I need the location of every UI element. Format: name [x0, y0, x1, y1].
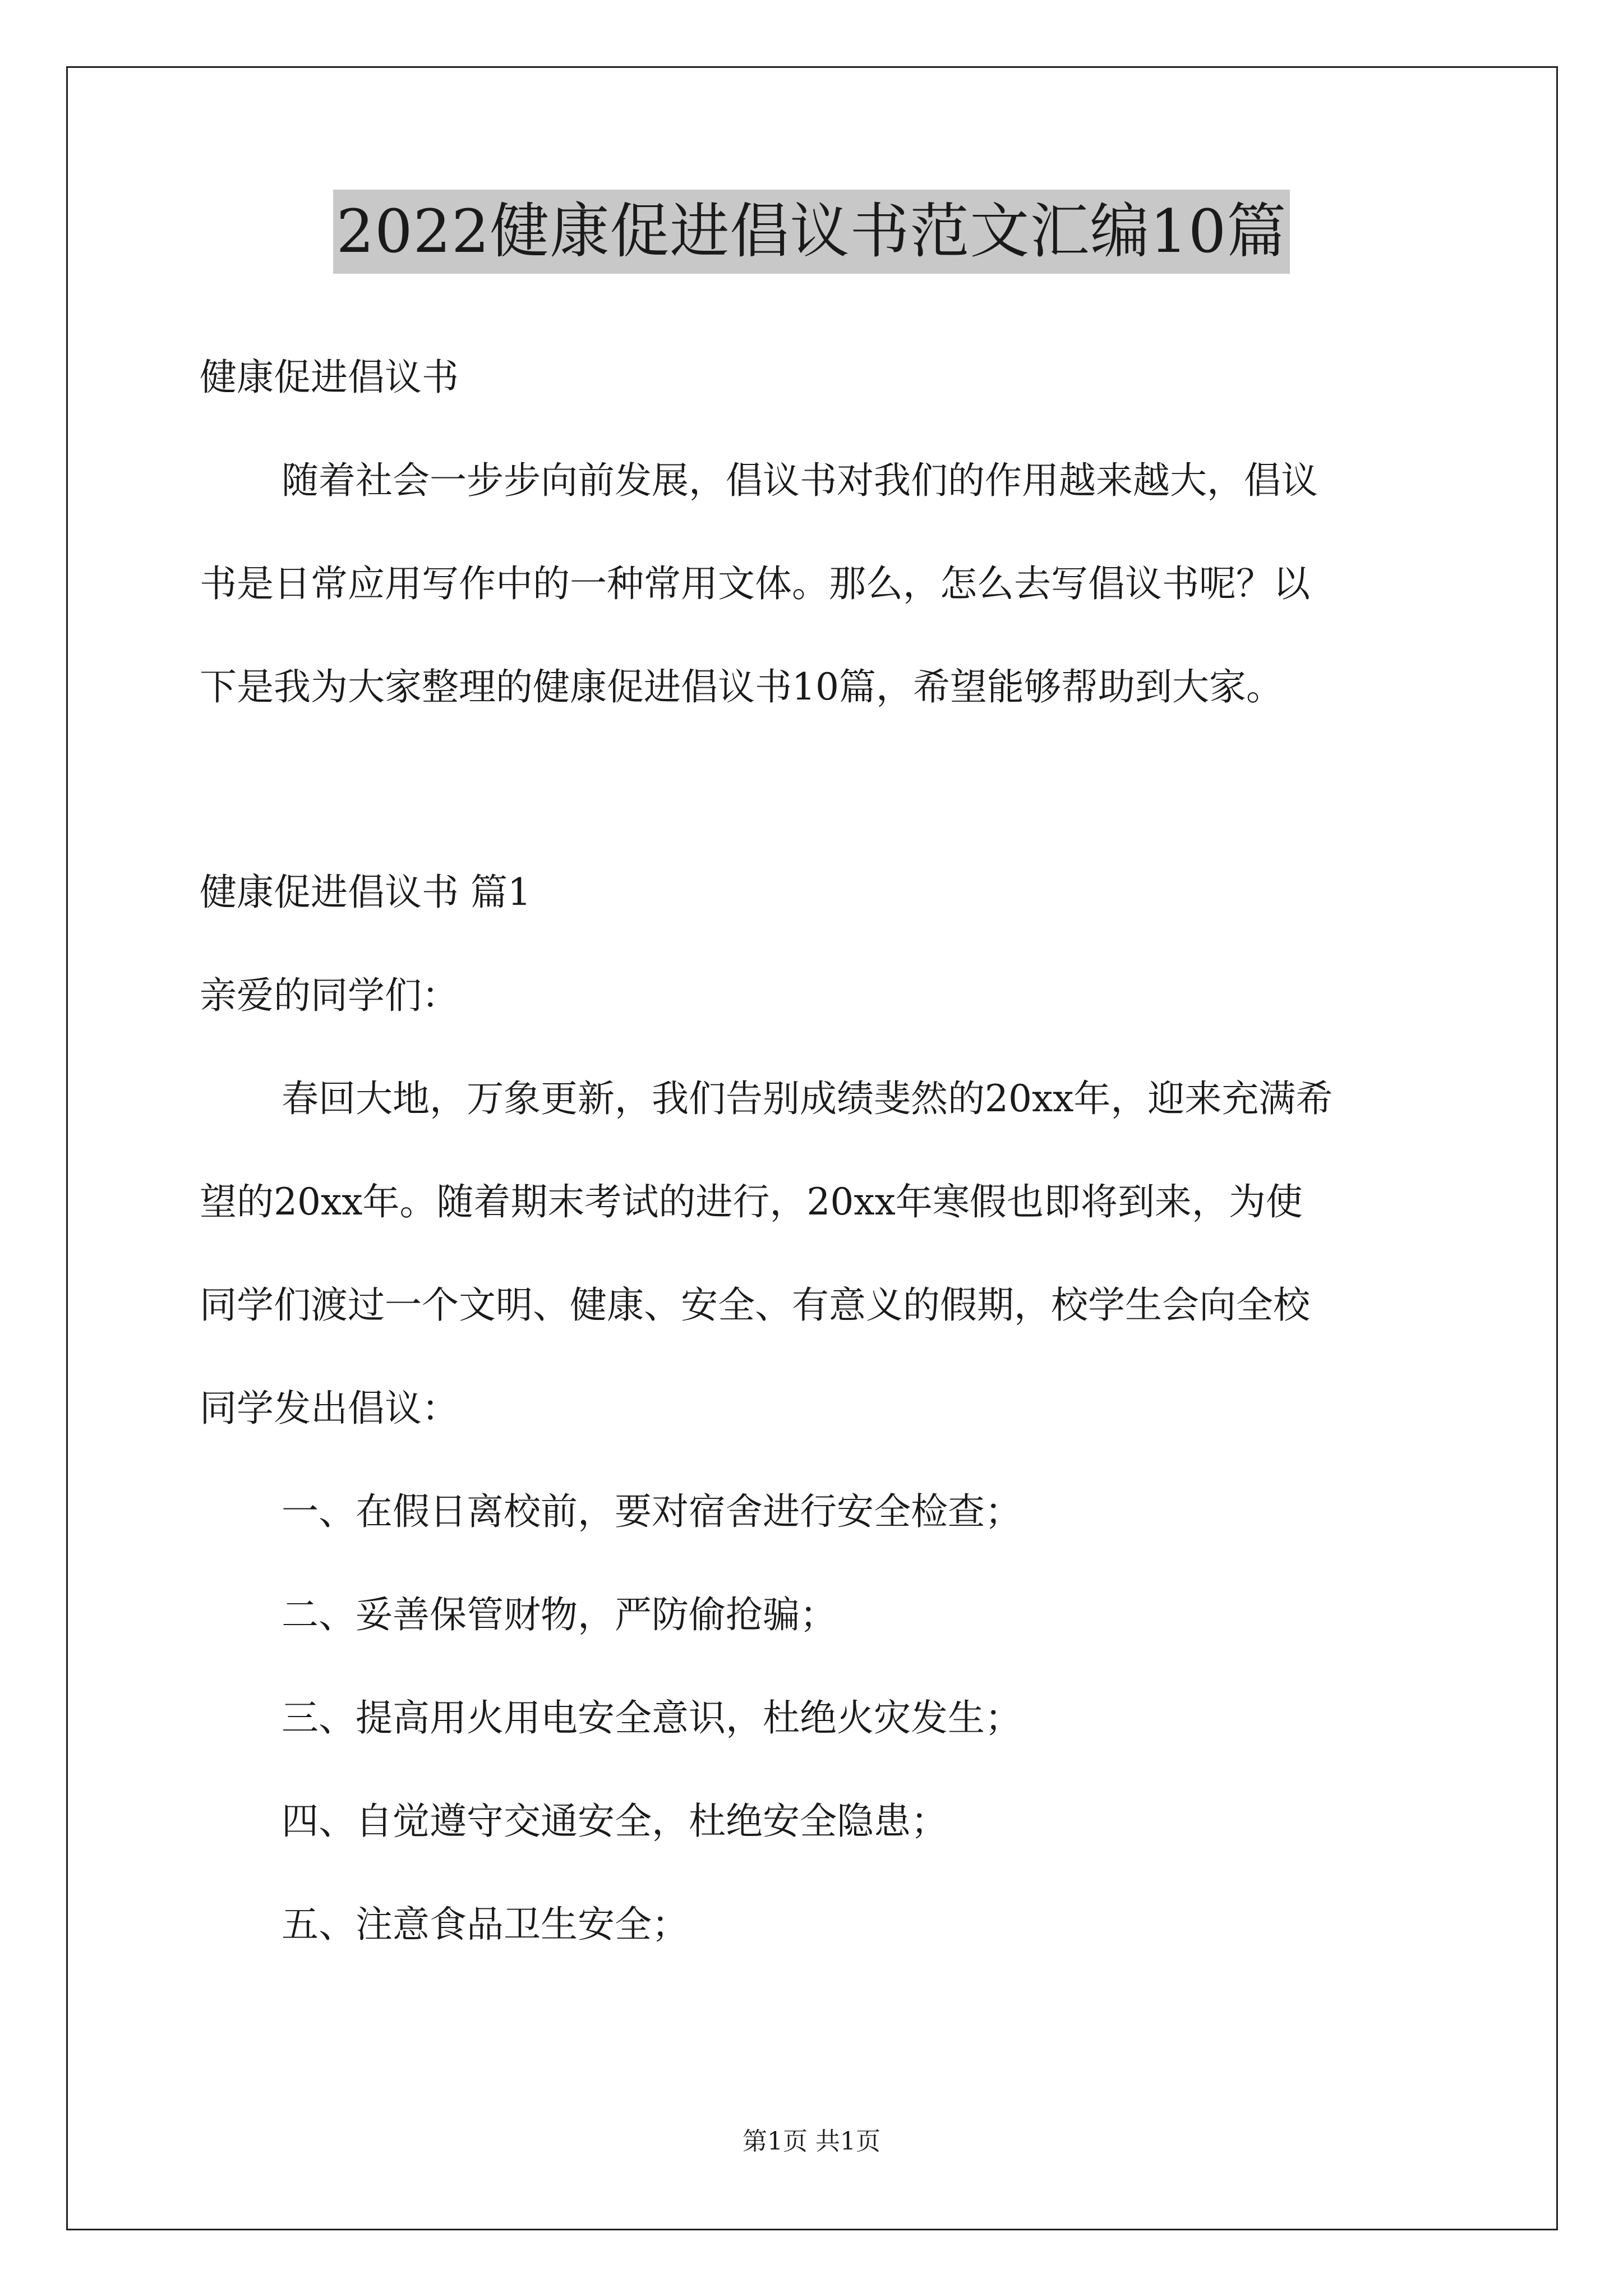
- list-item: 五、注意食品卫生安全；: [282, 1903, 689, 1946]
- list-item: 一、在假日离校前，要对宿舍进行安全检查；: [282, 1490, 1022, 1533]
- document-title: 2022健康促进倡议书范文汇编10篇: [333, 190, 1290, 274]
- list-item: 四、自觉遵守交通安全，杜绝安全隐患；: [282, 1800, 948, 1843]
- intro-line-1: 随着社会一步步向前发展，倡议书对我们的作用越来越大，倡议: [282, 459, 1318, 502]
- title-wrap: [0, 190, 1623, 274]
- salutation: 亲爱的同学们：: [200, 974, 459, 1017]
- intro-line-3: 下是我为大家整理的健康促进倡议书10篇，希望能够帮助到大家。: [200, 665, 1283, 708]
- intro-heading: 健康促进倡议书: [200, 356, 459, 399]
- section1-heading: 健康促进倡议书 篇1: [200, 871, 531, 914]
- list-item: 三、提高用火用电安全意识，杜绝火灾发生；: [282, 1696, 1022, 1740]
- section1-para-line-3: 同学们渡过一个文明、健康、安全、有意义的假期，校学生会向全校: [200, 1283, 1310, 1327]
- intro-line-2: 书是日常应用写作中的一种常用文体。那么，怎么去写倡议书呢？以: [200, 562, 1310, 605]
- section1-para-line-1: 春回大地，万象更新，我们告别成绩斐然的20xx年，迎来充满希: [282, 1077, 1333, 1120]
- list-item: 二、妥善保管财物，严防偷抢骗；: [282, 1593, 837, 1636]
- section1-para-line-4: 同学发出倡议：: [200, 1387, 459, 1430]
- page-footer: 第1页 共1页: [743, 2127, 880, 2156]
- section1-para-line-2: 望的20xx年。随着期末考试的进行，20xx年寒假也即将到来，为使: [200, 1180, 1303, 1223]
